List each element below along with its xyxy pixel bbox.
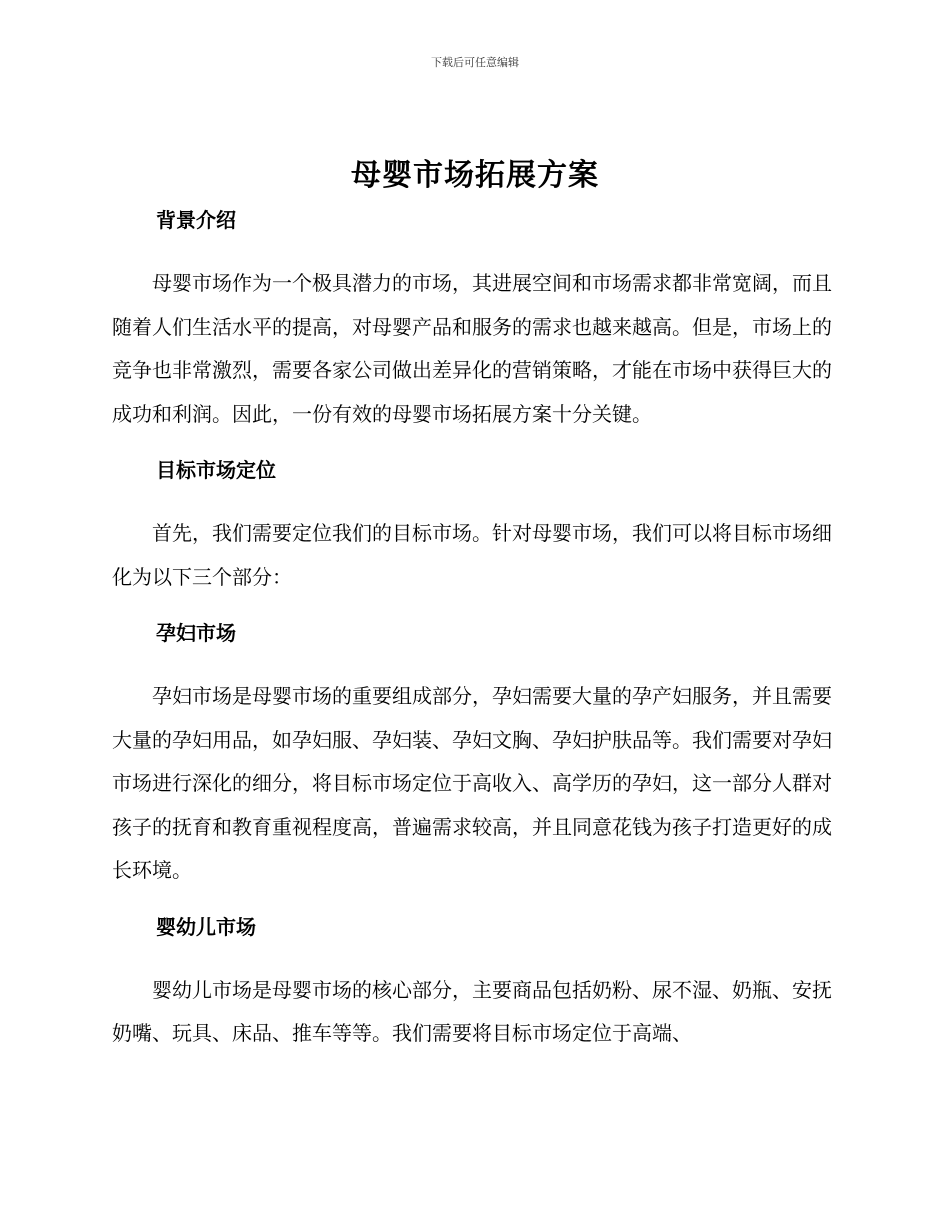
- section-paragraph-pregnant-market: 孕妇市场是母婴市场的重要组成部分，孕妇需要大量的孕产妇服务，并且需要大量的孕妇用品，如孕妇服、孕妇装、孕妇文胸、孕妇护肤品等。我们需要对孕妇市场进行深化的细分，将目标市场定位于高收入、高学历的孕妇，这一部分人群对孩子的抚育和教育重视程度高，普遍需求较高，并且同意花钱为孩子打造更好的成长环境。: [112, 684, 832, 882]
- section-paragraph-background: 母婴市场作为一个极具潜力的市场，其进展空间和市场需求都非常宽阔，而且随着人们生活水平的提高，对母婴产品和服务的需求也越来越高。但是，市场上的竞争也非常激烈，需要各家公司做出差异化的营销策略，才能在市场中获得巨大的成功和利润。因此，一份有效的母婴市场拓展方案十分关键。: [112, 271, 832, 426]
- document-body: [112, 200, 832, 1056]
- document-title: 母婴市场拓展方案: [351, 158, 599, 193]
- section-heading-pregnant-market: 孕妇市场: [156, 621, 236, 645]
- section-heading-background: 背景介绍: [156, 208, 236, 232]
- section-heading-infant-market: 婴幼儿市场: [156, 914, 256, 939]
- section-heading-target-market: 目标市场定位: [156, 458, 276, 482]
- page-header-note: 下载后可任意编辑: [431, 56, 519, 69]
- section-paragraph-target-market: 首先，我们需要定位我们的目标市场。针对母婴市场，我们可以将目标市场细化为以下三个部分：: [112, 521, 832, 589]
- section-paragraph-infant-market: 婴幼儿市场是母婴市场的核心部分，主要商品包括奶粉、尿不湿、奶瓶、安抚奶嘴、玩具、床品、推车等等。我们需要将目标市场定位于高端、: [112, 977, 832, 1045]
